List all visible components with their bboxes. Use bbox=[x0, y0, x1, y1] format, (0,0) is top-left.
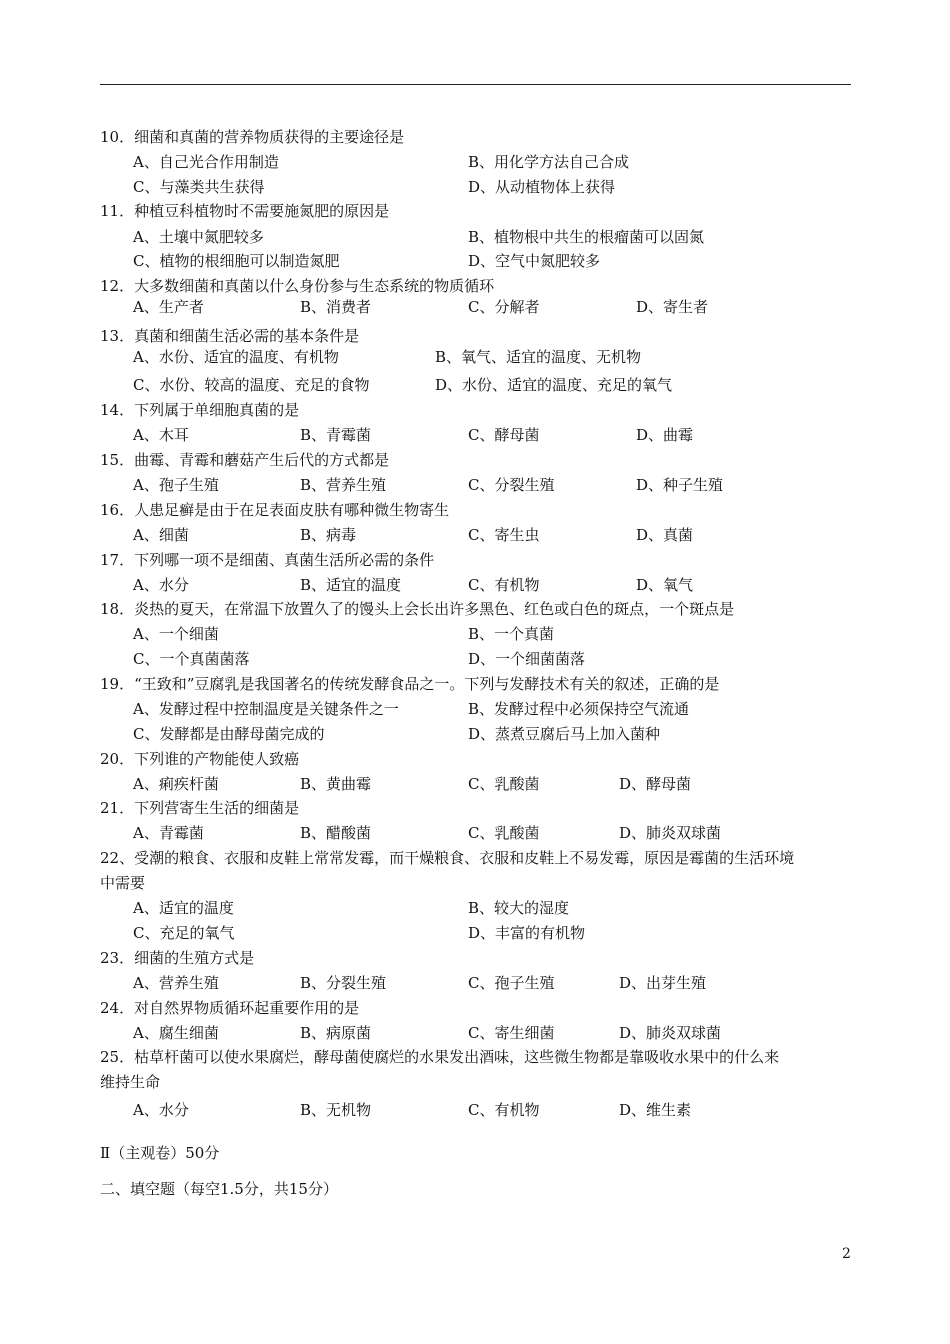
question-24-option-b: B、病原菌 bbox=[300, 1024, 372, 1042]
question-25-option-c: C、有机物 bbox=[468, 1101, 540, 1119]
question-25-stem: 25．枯草杆菌可以使水果腐烂，酵母菌使腐烂的水果发出酒味，这些微生物都是靠吸收水果中的什么来 bbox=[100, 1048, 780, 1066]
question-18-stem: 18．炎热的夏天，在常温下放置久了的馒头上会长出许多黑色、红色或白色的斑点，一个斑点是 bbox=[100, 600, 735, 618]
question-17-stem: 17．下列哪一项不是细菌、真菌生活所必需的条件 bbox=[100, 551, 435, 569]
question-12-option-a: A、生产者 bbox=[133, 298, 204, 316]
question-21-option-a: A、青霉菌 bbox=[133, 824, 204, 842]
question-15-option-a: A、孢子生殖 bbox=[133, 476, 219, 494]
question-13-option-a: A、水份、适宜的温度、有机物 bbox=[133, 348, 339, 366]
question-25-option-d: D、维生素 bbox=[619, 1101, 692, 1119]
question-25-option-a: A、水分 bbox=[133, 1101, 189, 1119]
question-14-option-c: C、酵母菌 bbox=[468, 426, 540, 444]
question-22-stem-continued: 中需要 bbox=[100, 874, 146, 892]
question-22-option-b: B、较大的湿度 bbox=[468, 899, 570, 917]
question-17-option-a: A、水分 bbox=[133, 576, 189, 594]
question-24-option-d: D、肺炎双球菌 bbox=[619, 1024, 722, 1042]
question-15-option-c: C、分裂生殖 bbox=[468, 476, 555, 494]
question-24-stem: 24．对自然界物质循环起重要作用的是 bbox=[100, 999, 360, 1017]
question-22-option-a: A、适宜的温度 bbox=[133, 899, 234, 917]
question-14-option-d: D、曲霉 bbox=[636, 426, 694, 444]
question-10-option-c: C、与藻类共生获得 bbox=[133, 178, 265, 196]
question-16-option-c: C、寄生虫 bbox=[468, 526, 540, 544]
question-12-option-d: D、寄生者 bbox=[636, 298, 709, 316]
question-15-option-b: B、营养生殖 bbox=[300, 476, 387, 494]
question-10-option-d: D、从动植物体上获得 bbox=[468, 178, 616, 196]
question-25-stem-continued: 维持生命 bbox=[100, 1073, 161, 1091]
question-16-stem: 16．人患足癣是由于在足表面皮肤有哪种微生物寄生 bbox=[100, 501, 450, 519]
section-ii-heading: Ⅱ（主观卷）50分 bbox=[100, 1144, 220, 1162]
question-21-option-b: B、醋酸菌 bbox=[300, 824, 372, 842]
question-11-stem: 11．种植豆科植物时不需要施氮肥的原因是 bbox=[100, 202, 390, 220]
question-11-option-d: D、空气中氮肥较多 bbox=[468, 252, 601, 270]
question-19-option-d: D、蒸煮豆腐后马上加入菌种 bbox=[468, 725, 661, 743]
question-22-option-d: D、丰富的有机物 bbox=[468, 924, 586, 942]
question-12-stem: 12．大多数细菌和真菌以什么身份参与生态系统的物质循环 bbox=[100, 277, 495, 295]
question-23-option-c: C、孢子生殖 bbox=[468, 974, 555, 992]
question-13-option-b: B、氧气、适宜的温度、无机物 bbox=[435, 348, 642, 366]
question-13-stem: 13．真菌和细菌生活必需的基本条件是 bbox=[100, 327, 360, 345]
question-16-option-b: B、病毒 bbox=[300, 526, 357, 544]
question-20-option-a: A、痢疾杆菌 bbox=[133, 775, 219, 793]
question-16-option-d: D、真菌 bbox=[636, 526, 694, 544]
question-25-option-b: B、无机物 bbox=[300, 1101, 372, 1119]
question-18-option-b: B、一个真菌 bbox=[468, 625, 555, 643]
question-19-stem: 19．“王致和”豆腐乳是我国著名的传统发酵食品之一。下列与发酵技术有关的叙述，正确的是 bbox=[100, 675, 720, 693]
question-11-option-a: A、土壤中氮肥较多 bbox=[133, 228, 264, 246]
question-20-stem: 20．下列谁的产物能使人致癌 bbox=[100, 750, 300, 768]
question-22-stem: 22、受潮的粮食、衣服和皮鞋上常常发霉，而干燥粮食、衣服和皮鞋上不易发霉，原因是霉菌的生活环境 bbox=[100, 849, 795, 867]
fill-in-section-heading: 二、填空题（每空1.5分，共15分） bbox=[100, 1180, 338, 1198]
question-18-option-d: D、一个细菌菌落 bbox=[468, 650, 586, 668]
question-21-option-c: C、乳酸菌 bbox=[468, 824, 540, 842]
question-22-option-c: C、充足的氧气 bbox=[133, 924, 235, 942]
question-12-option-c: C、分解者 bbox=[468, 298, 540, 316]
question-23-option-d: D、出芽生殖 bbox=[619, 974, 707, 992]
question-13-option-d: D、水份、适宜的温度、充足的氧气 bbox=[435, 376, 673, 394]
question-21-stem: 21．下列营寄生生活的细菌是 bbox=[100, 799, 300, 817]
header-rule bbox=[100, 84, 851, 85]
question-19-option-c: C、发酵都是由酵母菌完成的 bbox=[133, 725, 325, 743]
question-18-option-c: C、一个真菌菌落 bbox=[133, 650, 250, 668]
question-10-option-b: B、用化学方法自己合成 bbox=[468, 153, 630, 171]
question-21-option-d: D、肺炎双球菌 bbox=[619, 824, 722, 842]
question-23-option-a: A、营养生殖 bbox=[133, 974, 219, 992]
question-19-option-a: A、发酵过程中控制温度是关键条件之一 bbox=[133, 700, 399, 718]
question-20-option-d: D、酵母菌 bbox=[619, 775, 692, 793]
question-14-option-a: A、木耳 bbox=[133, 426, 189, 444]
question-23-stem: 23．细菌的生殖方式是 bbox=[100, 949, 255, 967]
question-12-option-b: B、消费者 bbox=[300, 298, 372, 316]
page-number: 2 bbox=[842, 1246, 851, 1262]
question-10-option-a: A、自己光合作用制造 bbox=[133, 153, 279, 171]
question-17-option-c: C、有机物 bbox=[468, 576, 540, 594]
question-19-option-b: B、发酵过程中必须保持空气流通 bbox=[468, 700, 690, 718]
question-17-option-b: B、适宜的温度 bbox=[300, 576, 402, 594]
question-24-option-c: C、寄生细菌 bbox=[468, 1024, 555, 1042]
question-20-option-c: C、乳酸菌 bbox=[468, 775, 540, 793]
question-23-option-b: B、分裂生殖 bbox=[300, 974, 387, 992]
question-11-option-c: C、植物的根细胞可以制造氮肥 bbox=[133, 252, 340, 270]
question-20-option-b: B、黄曲霉 bbox=[300, 775, 372, 793]
question-18-option-a: A、一个细菌 bbox=[133, 625, 219, 643]
question-16-option-a: A、细菌 bbox=[133, 526, 189, 544]
question-13-option-c: C、水份、较高的温度、充足的食物 bbox=[133, 376, 370, 394]
question-11-option-b: B、植物根中共生的根瘤菌可以固氮 bbox=[468, 228, 705, 246]
question-15-stem: 15．曲霉、青霉和蘑菇产生后代的方式都是 bbox=[100, 451, 390, 469]
question-10-stem: 10．细菌和真菌的营养物质获得的主要途径是 bbox=[100, 128, 405, 146]
question-14-option-b: B、青霉菌 bbox=[300, 426, 372, 444]
question-14-stem: 14．下列属于单细胞真菌的是 bbox=[100, 401, 300, 419]
question-15-option-d: D、种子生殖 bbox=[636, 476, 724, 494]
question-17-option-d: D、氧气 bbox=[636, 576, 694, 594]
question-24-option-a: A、腐生细菌 bbox=[133, 1024, 219, 1042]
